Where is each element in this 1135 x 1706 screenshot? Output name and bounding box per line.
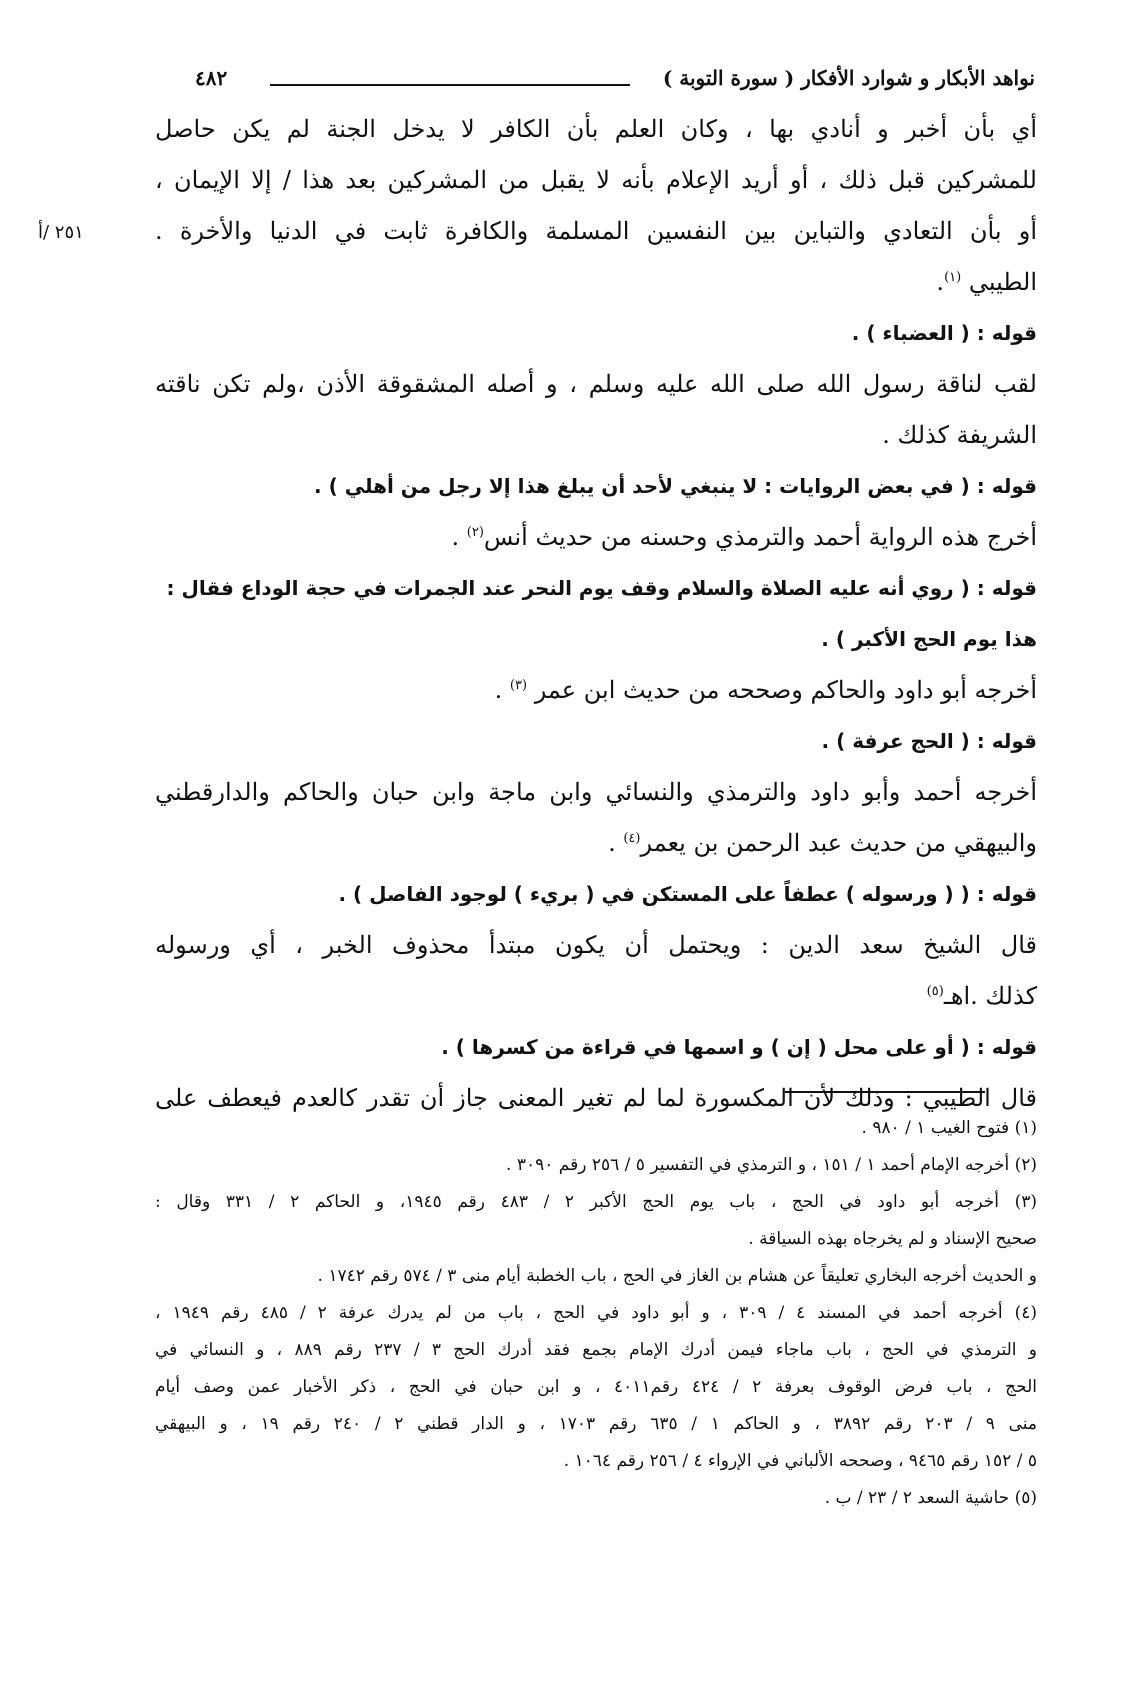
footnote: (٥) حاشية السعد ٢ / ٢٣ / ب . — [824, 1488, 1037, 1508]
commentary-heading: قوله : ( ( ورسوله ) عطفاً على المستكن في ( بريء ) لوجود الفاصل ) . — [338, 882, 1037, 906]
footnote: ٥ / ١٥٢ رقم ٩٤٦٥ ، وصححه الألباني في الإرواء ٤ / ٢٥٦ رقم ١٠٦٤ . — [563, 1451, 1037, 1471]
footnotes — [155, 1110, 1037, 1517]
footnote-ref: (٣) — [509, 678, 528, 693]
text-line: أخرجه أحمد وأبو داود والترمذي والنسائي وابن ماجة وابن حبان والحاكم والدارقطني — [155, 778, 1037, 806]
running-title: نواهد الأبكار و شوارد الأفكار ( سورة التوبة ) — [662, 66, 1035, 90]
footnote-ref: (٢) — [466, 525, 484, 540]
commentary-heading: قوله : ( الحج عرفة ) . — [821, 729, 1037, 753]
page-header — [195, 62, 1035, 98]
text-line: قال الشيخ سعد الدين : ويحتمل أن يكون مبتدأ محذوف الخبر ، أي ورسوله — [155, 931, 1037, 959]
footnote-ref: (٤) — [623, 831, 641, 846]
text-line: قال الطيبي : وذلك لأن المكسورة لما لم تغير المعنى جاز أن تقدر كالعدم فيعطف على — [155, 1084, 1037, 1112]
footnote: (٣) أخرجه أبو داود في الحج ، باب يوم الحج الأكبر ٢ / ٤٨٣ رقم ١٩٤٥، و الحاكم ٢ / ٣٣١ وقال : — [155, 1192, 1037, 1212]
footnote-separator — [785, 1091, 985, 1093]
page-number: ٤٨٢ — [195, 66, 228, 90]
commentary-heading: قوله : ( في بعض الروايات : لا ينبغي لأحد أن يبلغ هذا إلا رجل من أهلي ) . — [314, 474, 1037, 498]
text-line: الشريفة كذلك . — [882, 421, 1037, 449]
text-line: للمشركين قبل ذلك ، أو أريد الإعلام بأنه لا يقبل من المشركين بعد هذا / إلا الإيمان ، — [155, 166, 1037, 194]
main-text — [155, 104, 1037, 1124]
footnote: (٤) أخرجه أحمد في المسند ٤ / ٣٠٩ ، و أبو داود في الحج ، باب من لم يدرك عرفة ٢ / ٤٨٥ رقم ١٩٤٩ ، — [155, 1303, 1037, 1323]
footnote: (١) فتوح الغيب ١ / ٩٨٠ . — [861, 1118, 1037, 1138]
commentary-heading: قوله : ( أو على محل ( إن ) و اسمها في قراءة من كسرها ) . — [441, 1035, 1037, 1059]
text-line: أخرجه أبو داود والحاكم وصححه من حديث ابن عمر $^{(٣)}$ . — [494, 676, 1037, 704]
text-line: أخرج هذه الرواية أحمد والترمذي وحسنه من حديث أنس$^{(٢)}$ . — [451, 523, 1037, 551]
text-line: كذلك .اهـ$^{(٥)}$ — [926, 982, 1037, 1010]
footnote: (٢) أخرجه الإمام أحمد ١ / ١٥١ ، و الترمذي في التفسير ٥ / ٢٥٦ رقم ٣٠٩٠ . — [506, 1155, 1037, 1175]
text-line: والبيهقي من حديث عبد الرحمن بن يعمر$^{(٤)}$ . — [608, 829, 1037, 857]
header-rule — [270, 84, 630, 86]
footnote: و الحديث أخرجه البخاري تعليقاً عن هشام بن الغاز في الحج ، باب الخطبة أيام منى ٣ / ٥٧٤ رقم ١٧٤٢ . — [317, 1266, 1037, 1286]
text-line: لقب لناقة رسول الله صلى الله عليه وسلم ، و أصله المشقوقة الأذن ،ولم تكن ناقته — [155, 370, 1037, 398]
footnote: صحيح الإسناد و لم يخرجاه بهذه السياقة . — [748, 1229, 1037, 1249]
text-line: الطيبي $^{(١)}$. — [936, 268, 1037, 296]
footnote-ref: (١) — [944, 270, 962, 285]
manuscript-folio-note: ٢٥١ /أ — [38, 222, 84, 243]
text-line: أي بأن أخبر و أنادي بها ، وكان العلم بأن الكافر لا يدخل الجنة لم يكن حاصل — [155, 115, 1037, 143]
commentary-heading: قوله : ( العضباء ) . — [851, 321, 1037, 345]
commentary-heading: قوله : ( روي أنه عليه الصلاة والسلام وقف يوم النحر عند الجمرات في حجة الوداع فقال : — [166, 576, 1037, 600]
commentary-heading: هذا يوم الحج الأكبر ) . — [821, 627, 1037, 651]
footnote: الحج ، باب فرض الوقوف بعرفة ٢ / ٤٢٤ رقم٤٠١١ ، و ابن حبان في الحج ، ذكر الأخبار عمن وصف أيام — [155, 1377, 1037, 1397]
footnote: منى ٩ / ٢٠٣ رقم ٣٨٩٢ ، و الحاكم ١ / ٦٣٥ رقم ١٧٠٣ ، و الدار قطني ٢ / ٢٤٠ رقم ١٩ ، و البيهقي — [155, 1414, 1037, 1434]
footnote: و الترمذي في الحج ، باب ماجاء فيمن أدرك الإمام بجمع فقد أدرك الحج ٣ / ٢٣٧ رقم ٨٨٩ ، و النسائي في — [155, 1340, 1037, 1360]
text-line: أو بأن التعادي والتباين بين النفسين المسلمة والكافرة ثابت في الدنيا والأخرة . — [155, 217, 1037, 245]
footnote-ref: (٥) — [926, 984, 944, 999]
